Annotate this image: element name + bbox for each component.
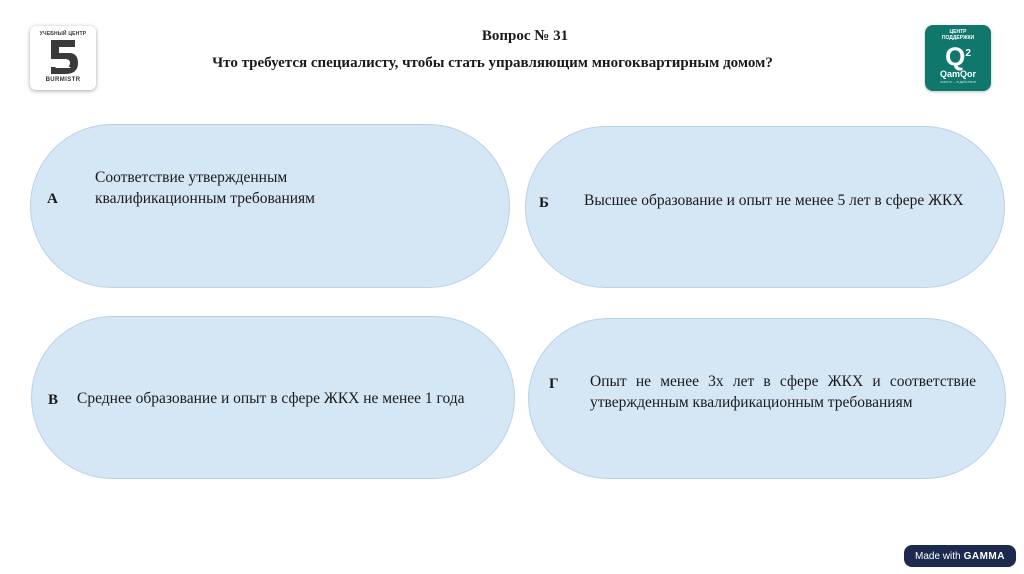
option-c[interactable] xyxy=(31,316,515,479)
option-d[interactable] xyxy=(528,318,1006,479)
question-number: Вопрос № 31 xyxy=(481,28,569,44)
badge-brand: GAMMA xyxy=(963,550,1005,562)
option-a[interactable] xyxy=(30,124,510,288)
option-text: Опыт не менее 3х лет в сфере ЖКХ и соответствие утвержденным квалификационным требованиям xyxy=(590,373,976,411)
qamqor-subline: ЗАБОТА — В ДЕЙСТВИИ xyxy=(940,79,976,84)
option-text: Среднее образование и опыт в сфере ЖКХ не менее 1 года xyxy=(77,390,465,407)
badge-prefix: Made with xyxy=(915,550,961,562)
question-text: Что требуется специалисту, чтобы стать управляющим многоквартирным домом? xyxy=(212,55,773,71)
qamqor-q-icon: $Q^2$ xyxy=(945,41,971,72)
qamqor-caption: ЦЕНТР ПОДДЕРЖКИ xyxy=(941,29,975,41)
option-text: Соответствие утвержденным квалификационным требованиям xyxy=(95,169,315,207)
option-text: Высшее образование и опыт не менее 5 лет в сфере ЖКХ xyxy=(584,192,964,209)
option-letter: А xyxy=(47,191,58,207)
option-letter: В xyxy=(48,392,59,408)
qamqor-name: QamQor xyxy=(939,68,976,79)
logo-caption: УЧЕБНЫЙ ЦЕНТР xyxy=(39,31,87,37)
logo-brand: BURMISTR xyxy=(45,77,81,83)
option-letter: Б xyxy=(539,195,549,211)
made-with-gamma-badge[interactable] xyxy=(904,545,1016,567)
option-b[interactable] xyxy=(525,126,1005,288)
option-letter: Г xyxy=(549,376,559,392)
